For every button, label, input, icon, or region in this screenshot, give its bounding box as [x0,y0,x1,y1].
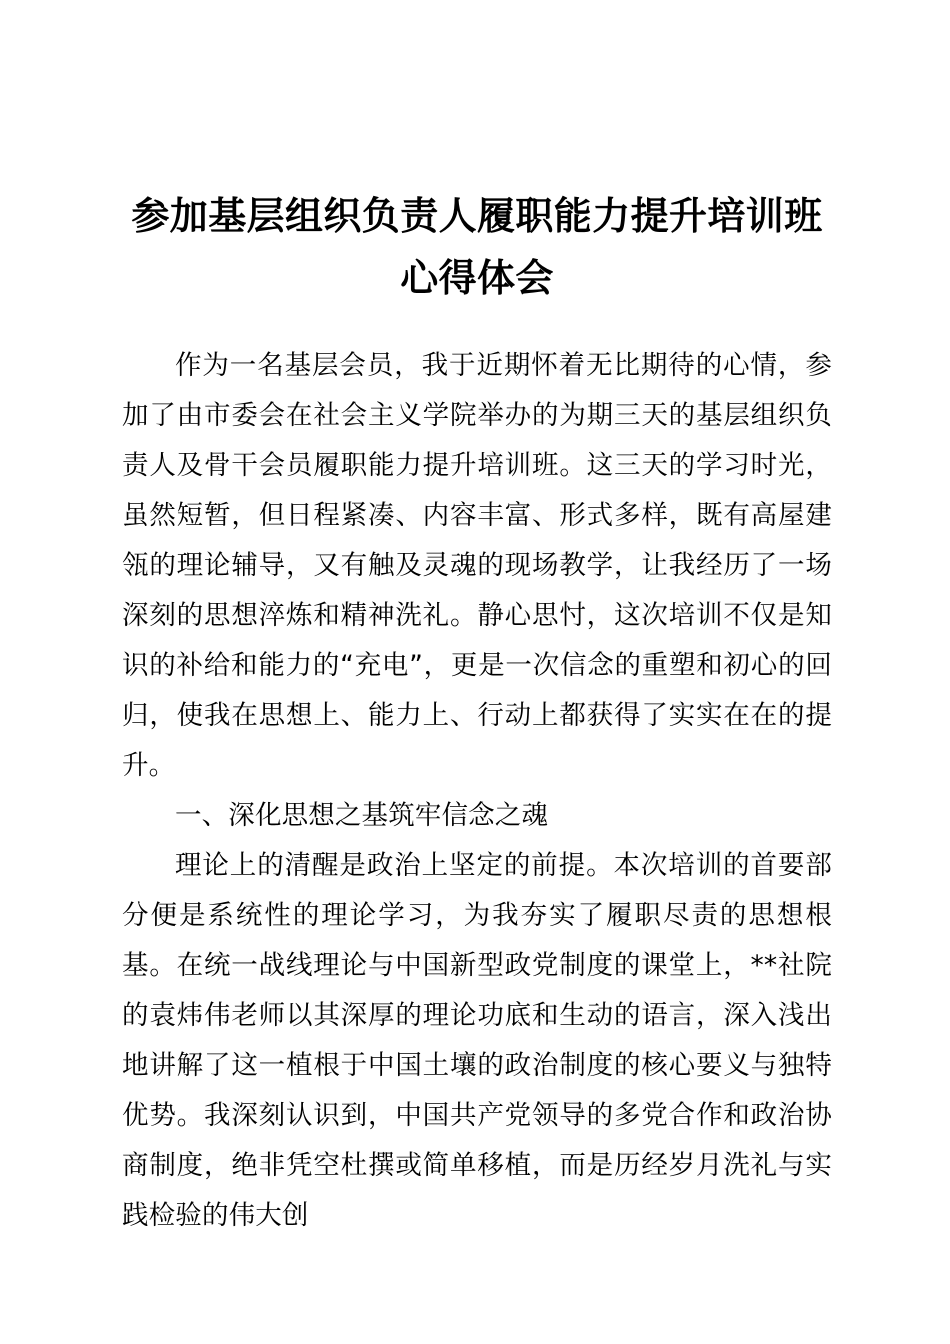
page-title-line-2: 心得体会 [400,256,554,300]
title-bottom-spacer [122,309,832,341]
section-heading-1: 一、深化思想之基筑牢信念之魂 [175,800,549,831]
paragraph-intro: 作为一名基层会员，我于近期怀着无比期待的心情，参加了由市委会在社会主义学院举办的为期三天的基层组织负责人及骨干会员履职能力提升培训班。这三天的学习时光，虽然短暂，但日程紧凑、内容丰富、形式多样，既有高屋建瓴的理论辅导，又有触及灵魂的现场教学，让我经历了一场深刻的思想淬炼和精神洗礼。静心思忖，这次培训不仅是知识的补给和能力的“充电”，更是一次信念的重塑和初心的回归，使我在思想上、能力上、行动上都获得了实实在在的提升。 [122,350,832,781]
page-title-line-1: 参加基层组织负责人履职能力提升培训班 [131,194,823,238]
document-body [122,0,832,1241]
page-title [122,185,832,309]
title-top-spacer [122,0,832,185]
paragraph-section-1-body: 理论上的清醒是政治上坚定的前提。本次培训的首要部分便是系统性的理论学习，为我夯实了履职尽责的思想根基。在统一战线理论与中国新型政党制度的课堂上，**社院的袁炜伟老师以其深厚的理论功底和生动的语言，深入浅出地讲解了这一植根于中国土壤的政治制度的核心要义与独特优势。我深刻认识到，中国共产党领导的多党合作和政治协商制度，绝非凭空杜撰或简单移植，而是历经岁月洗礼与实践检验的伟大创 [122,850,832,1231]
